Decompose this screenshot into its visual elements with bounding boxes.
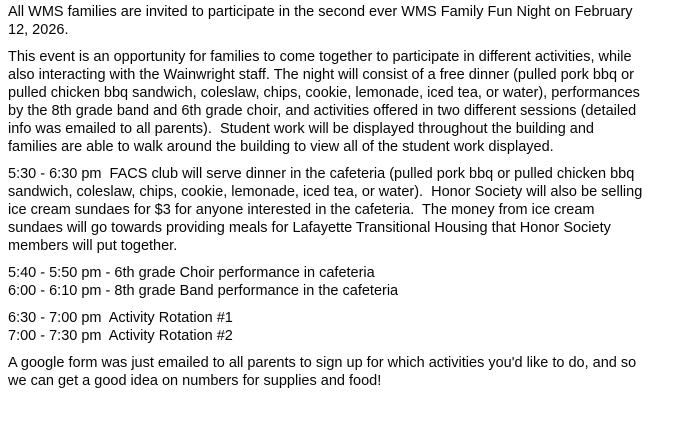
dinner-schedule-paragraph [8,165,666,255]
text-line: sundaes will go towards providing meals for Lafayette Transitional Housing that Honor Society [8,220,611,236]
schedule-line: 6:00 - 6:10 pm - 8th grade Band performance in the cafeteria [8,283,399,299]
intro-paragraph [8,3,666,39]
schedule-line: 7:00 - 7:30 pm Activity Rotation #2 [8,328,233,344]
text-line: pulled chicken bbq sandwich, coleslaw, chips, cookie, lemonade, iced tea, or water), performances [8,85,640,101]
text-line: info was emailed to all parents). Student work will be displayed throughout the building and [8,121,594,137]
rotation-schedule-paragraph [8,309,666,345]
description-paragraph [8,48,666,156]
text-line: members will put together. [8,238,178,254]
text-line: we can get a good idea on numbers for supplies and food! [8,373,382,389]
text-line: All WMS families are invited to participate in the second ever WMS Family Fun Night on February [8,4,633,20]
text-line: 12, 2026. [8,22,69,38]
closing-paragraph [8,354,666,390]
text-line: sandwich, coleslaw, chips, cookie, lemonade, iced tea, or water). Honor Society will also be selling [8,184,643,200]
text-line: This event is an opportunity for families to come together to participate in different activities, while [8,49,632,65]
performance-schedule-paragraph [8,264,666,300]
text-line: ice cream sundaes for $3 for anyone interested in the cafeteria. The money from ice cream [8,202,595,218]
text-line: families are able to walk around the building to view all of the student work displayed. [8,139,554,155]
schedule-line: 6:30 - 7:00 pm Activity Rotation #1 [8,310,233,326]
text-line: by the 8th grade band and 6th grade choir, and activities offered in two different sessions (detailed [8,103,637,119]
text-line: A google form was just emailed to all parents to sign up for which activities you'd like to do, and so [8,355,637,371]
text-line: also interacting with the Wainwright staff. The night will consist of a free dinner (pulled pork bbq or [8,67,634,83]
schedule-line: 5:40 - 5:50 pm - 6th grade Choir performance in cafeteria [8,265,375,281]
text-line: 5:30 - 6:30 pm FACS club will serve dinner in the cafeteria (pulled pork bbq or pulled chicken bbq [8,166,635,182]
